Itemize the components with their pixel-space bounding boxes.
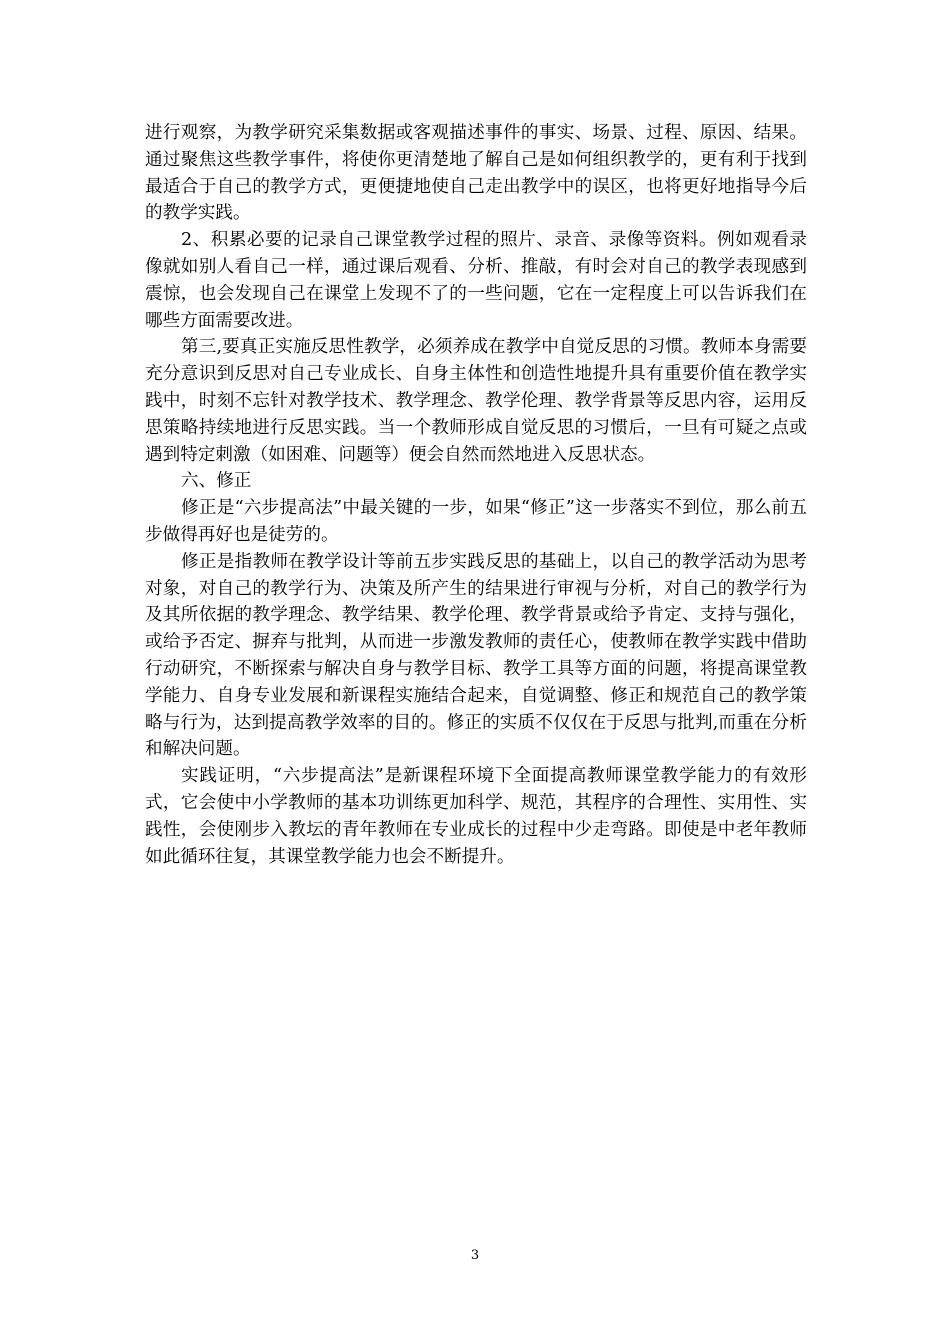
paragraph-observation: 进行观察，为教学研究采集数据或客观描述事件的事实、场景、过程、原因、结果。通过聚焦这些教学事件，将使你更清楚地了解自己是如何组织教学的，更有利于找到最适合于自己的教学方式，更便捷地使自己走出教学中的误区，也将更好地指导今后的教学实践。 — [145, 123, 807, 224]
page-number: 3 — [470, 1248, 480, 1263]
paragraph-third-habit: 第三,要真正实施反思性教学，必须养成在教学中自觉反思的习惯。教师本身需要充分意识到反思对自己专业成长、自身主体性和创造性地提升具有重要价值在教学实践中，时刻不忘针对教学技术、教学理念、教学伦理、教学背景等反思内容，运用反思策略持续地进行反思实践。当一个教师形成自觉反思的习惯后，一旦有可疑之点或遇到特定刺激（如困难、问题等）便会自然而然地进入反思状态。 — [145, 337, 807, 465]
paragraph-correction-key: 修正是“六步提高法”中最关键的一步，如果“修正”这一步落实不到位，那么前五步做得再好也是徒劳的。 — [145, 498, 807, 545]
document-body — [145, 120, 807, 870]
section-heading-correction: 六、修正 — [181, 471, 252, 492]
paragraph-correction-definition: 修正是指教师在教学设计等前五步实践反思的基础上，以自己的教学活动为思考对象，对自己的教学行为、决策及所产生的结果进行审视与分析，对自己的教学行为及其所依据的教学理念、教学结果、教学伦理、教学背景或给予肯定、支持与强化，或给予否定、摒弃与批判，从而进一步激发教师的责任心，使教师在教学实践中借助行动研究，不断探索与解决自身与教学目标、教学工具等方面的问题，将提高课堂教学能力、自身专业发展和新课程实施结合起来，自觉调整、修正和规范自己的教学策略与行为，达到提高教学效率的目的。修正的实质不仅仅在于反思与批判,而重在分析和解决问题。 — [145, 551, 807, 760]
paragraph-records: 2、积累必要的记录自己课堂教学过程的照片、录音、录像等资料。例如观看录像就如别人看自己一样，通过课后观看、分析、推敲，有时会对自己的教学表现感到震惊，也会发现自己在课堂上发现不了的一些问题，它在一定程度上可以告诉我们在哪些方面需要改进。 — [145, 230, 807, 331]
paragraph-conclusion: 实践证明，“六步提高法”是新课程环境下全面提高教师课堂教学能力的有效形式，它会使中小学教师的基本功训练更加科学、规范，其程序的合理性、实用性、实践性，会使刚步入教坛的青年教师在专业成长的过程中少走弯路。即使是中老年教师如此循环往复，其课堂教学能力也会不断提升。 — [145, 766, 807, 867]
